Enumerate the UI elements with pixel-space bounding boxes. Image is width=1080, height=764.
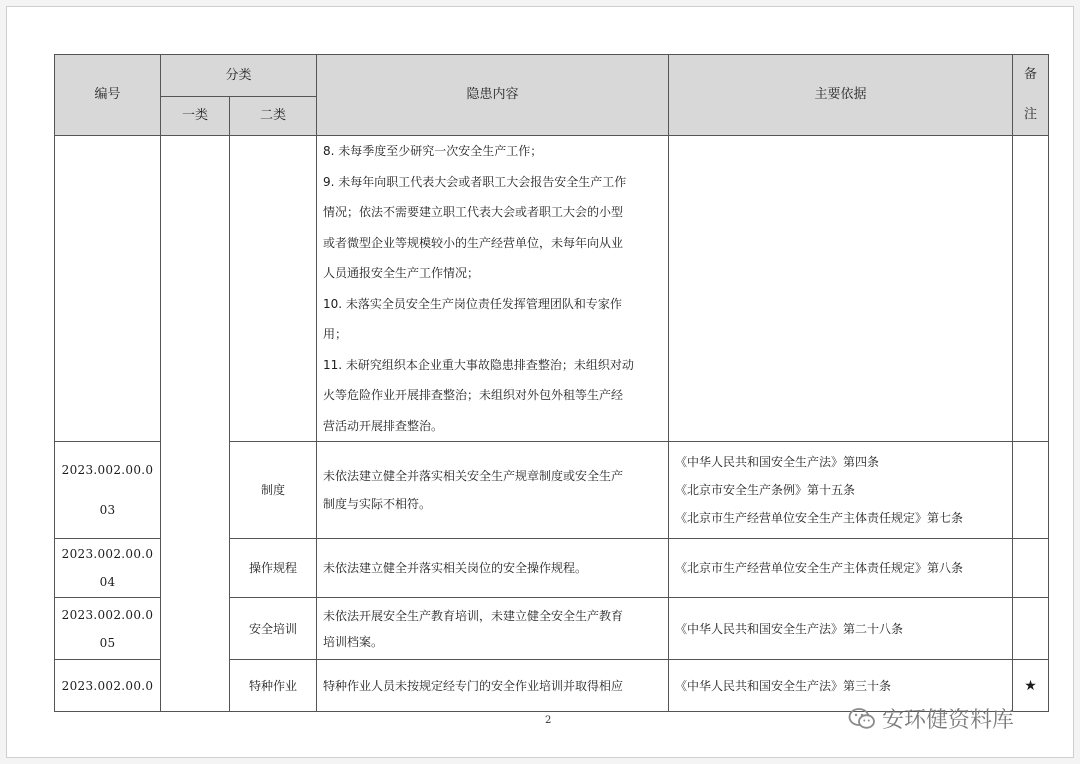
header-category-second: 二类 [230, 97, 317, 136]
id-line: 05 [99, 635, 116, 650]
row-note [1013, 136, 1049, 442]
content-line: 或者微型企业等规模较小的生产经营单位，未每年向从业 [323, 235, 624, 250]
row-note [1013, 442, 1049, 539]
wechat-icon [848, 707, 876, 731]
row-content [317, 539, 669, 598]
row-content [317, 660, 669, 712]
row-note [1013, 598, 1049, 660]
content-line: 培训档案。 [323, 634, 384, 649]
document-page [6, 6, 1074, 758]
basis-line: 《北京市安全生产条例》第十五条 [675, 483, 856, 497]
row-category-second: 制度 [230, 442, 317, 539]
row-category-second: 操作规程 [230, 539, 317, 598]
id-line: 2023.002.00.0 [61, 678, 154, 693]
header-category-first: 一类 [161, 97, 230, 136]
row-id [55, 539, 161, 598]
content-line: 特种作业人员未按规定经专门的安全作业培训并取得相应 [323, 678, 624, 693]
basis-line: 《北京市生产经营单位安全生产主体责任规定》第八条 [675, 561, 964, 575]
content-line: 用； [323, 327, 348, 341]
row-id [55, 598, 161, 660]
content-line: 制度与实际不相符。 [323, 497, 432, 511]
id-line: 2023.002.00.0 [61, 547, 154, 561]
content-line: 未依法开展安全生产教育培训，未建立健全安全生产教育 [323, 608, 624, 623]
content-line: 情况；依法不需要建立职工代表大会或者职工大会的小型 [323, 205, 624, 219]
row-id [55, 660, 161, 712]
table-header [55, 55, 1049, 136]
header-basis: 主要依据 [669, 55, 1013, 136]
row-id [55, 136, 161, 442]
row-basis [669, 539, 1013, 598]
id-line: 2023.002.00.0 [61, 607, 154, 622]
basis-line: 《中华人民共和国安全生产法》第三十条 [675, 678, 892, 693]
content-line: 营活动开展排查整治。 [323, 418, 444, 433]
row-category-second: 安全培训 [230, 598, 317, 660]
key-item-star-icon: ★ [1013, 660, 1049, 712]
basis-line: 《中华人民共和国安全生产法》第二十八条 [675, 621, 904, 636]
page-number: 2 [545, 715, 552, 726]
basis-line: 《中华人民共和国安全生产法》第四条 [675, 455, 880, 469]
table-row [55, 136, 1049, 442]
basis-line: 《北京市生产经营单位安全生产主体责任规定》第七条 [675, 511, 964, 525]
row-basis [669, 598, 1013, 660]
watermark [848, 703, 1014, 734]
category-first-merged-cell [161, 136, 230, 712]
content-line: 未依法建立健全并落实相关安全生产规章制度或安全生产 [323, 469, 624, 483]
header-note-line1: 备 [1024, 67, 1038, 82]
id-line: 04 [99, 575, 116, 589]
header-note-line2: 注 [1024, 107, 1038, 122]
content-line: 9. 未每年向职工代表大会或者职工大会报告安全生产工作 [323, 174, 627, 189]
header-category: 分类 [161, 55, 317, 97]
row-category-second [230, 136, 317, 442]
content-line: 11. 未研究组织本企业重大事故隐患排查整治；未组织对动 [323, 357, 634, 372]
watermark-text: 安环健资料库 [882, 708, 1015, 733]
header-content: 隐患内容 [317, 55, 669, 136]
row-basis [669, 442, 1013, 539]
header-id: 编号 [55, 55, 161, 136]
row-basis [669, 136, 1013, 442]
header-note [1013, 55, 1049, 136]
row-content [317, 598, 669, 660]
content-line: 未依法建立健全并落实相关岗位的安全操作规程。 [323, 561, 588, 575]
hazard-table [54, 54, 1049, 712]
row-content [317, 442, 669, 539]
id-line: 2023.002.00.0 [61, 463, 154, 477]
row-note [1013, 539, 1049, 598]
content-line: 火等危险作业开展排查整治；未组织对外包外租等生产经 [323, 388, 624, 402]
content-line: 10. 未落实全员安全生产岗位责任发挥管理团队和专家作 [323, 296, 622, 311]
id-line: 03 [99, 503, 116, 517]
row-content [317, 136, 669, 442]
content-line: 人员通报安全生产工作情况； [323, 266, 480, 280]
content-line: 8. 未每季度至少研究一次安全生产工作； [323, 144, 543, 158]
row-id [55, 442, 161, 539]
row-category-second: 特种作业 [230, 660, 317, 712]
